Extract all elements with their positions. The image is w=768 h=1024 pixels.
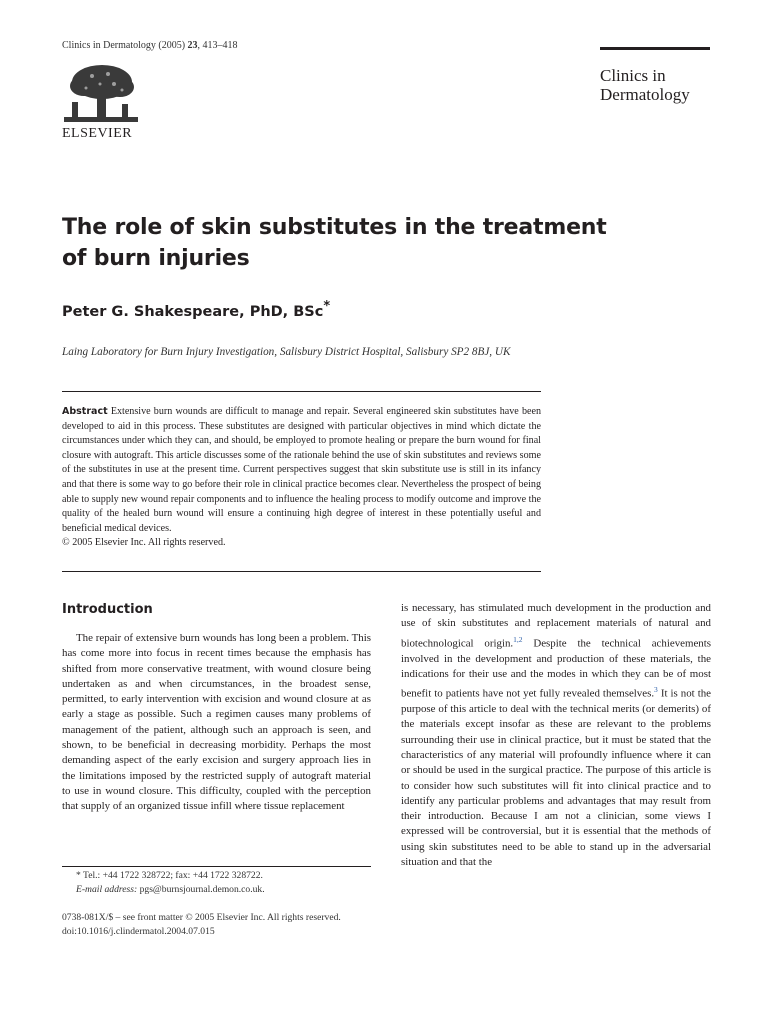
issn-line: 0738-081X/$ – see front matter © 2005 Elsevier Inc. All rights reserved.: [62, 912, 341, 923]
journal-name: [600, 66, 690, 104]
doi-line[interactable]: doi:10.1016/j.clindermatol.2004.07.015: [62, 925, 215, 937]
article-title: The role of skin substitutes in the treatment of burn injuries: [62, 215, 607, 271]
journal-reference: [62, 40, 238, 51]
footnote-rule: [62, 866, 371, 867]
author-line: [62, 299, 330, 320]
footnote-email[interactable]: pgs@burnsjournal.demon.co.uk.: [139, 883, 265, 895]
section-heading-introduction: Introduction: [62, 602, 153, 617]
abstract-label: Abstract: [62, 406, 108, 417]
reference-link-1-2[interactable]: 1,2: [513, 634, 523, 644]
body-right-column: [401, 601, 711, 870]
footnote-tel: * Tel.: +44 1722 328722; fax: +44 1722 328722.: [76, 870, 263, 881]
affiliation: Laing Laboratory for Burn Injury Investigation, Salisbury District Hospital, Salisbury SP2 8BJ, UK: [62, 346, 511, 358]
author-footnote: [62, 869, 382, 896]
journal-ref-pages: , 413–418: [197, 40, 238, 51]
header-rule: [600, 47, 710, 50]
author-footnote-mark[interactable]: *: [323, 299, 331, 314]
author-names: Peter G. Shakespeare, PhD, BSc: [62, 303, 324, 320]
body-left-column: The repair of extensive burn wounds has long been a problem. This has come more into focus in recent times because the emphasis has shifted from more conservative treatment, with wound closure being undertaken as and when circumstances, in the broadest sense, permitted, to early intervention with excision and wound closure at as early a stage as possible. Such a regimen causes many problems of management of the patient, although such an approach is seen, and shown, to be beneficial in decreasing morbidity. Perhaps the most demanding aspect of the early excision and surgery approach lies in the limitations imposed by the restricted supply of autograft material to use in wound closure. This difficulty, coupled with the perception that supply of an organized tissue infill where tissue replacement: [62, 632, 371, 813]
footnote-email-label: E-mail address:: [76, 883, 138, 895]
abstract-text: Extensive burn wounds are difficult to manage and repair. Several engineered skin substitutes have been developed to aid in this process. These substitutes are designed with particular objectives in mind which dictate the circumstances under which they can, and should, be employed to promote healing or prepare the burn wound for final closure with autograft. This article discusses some of the rationale behind the use of skin substitutes and reviews some of the substitutes in use at the present time. Current perspectives suggest that skin substitute use is still in its infancy and that there is some way to go before their role in clinical practice becomes clear. Nevertheless the prospect of being able to supply new wound repair components and to influence the healing process to modify outcome and improve the quality of the healed burn wound will ensure a continuing high degree of interest in these potentially useful and beneficial medical devices.: [62, 406, 541, 534]
journal-ref-volume: 23: [187, 40, 198, 51]
abstract-top-rule: [62, 391, 541, 392]
right-text-3: It is not the purpose of this article to deal with the technical merits (or demerits) of the materials except insofar as these are relevant to the problems surrounding their use in clinical practice, but it must be stated that the characteristics of any material will profoundly influence where it can or should be used in the surgical practice. The purpose of this article is to consider how such substitutes will fit into clinical practice and to identify any particular problems and advantages that may result from their introduction. Because I am not a clinician, some views I expressed will be controversial, but it is essential that the methods of using skin substitutes need to be able to stand up in the adversarial situation and that the: [401, 687, 711, 868]
abstract-copyright: © 2005 Elsevier Inc. All rights reserved.: [62, 537, 226, 549]
journal-name-line2: Dermatology: [600, 85, 690, 104]
front-matter-note: [62, 911, 382, 938]
reference-link-3[interactable]: 3: [654, 685, 658, 695]
abstract: [62, 405, 541, 551]
right-text-1: is necessary, has stimulated much development in the production and use of skin substitutes and replacement materials of natural and biotechnological origin.: [401, 602, 711, 650]
footnote-email-line: [62, 883, 382, 897]
journal-name-line1: Clinics in: [600, 66, 666, 85]
journal-ref-prefix: Clinics in Dermatology (2005): [62, 40, 186, 51]
right-text-2: Despite the technical achievements involved in the development and production of these materials, the indications for their use and the modes in which they can be of most benefit to patients have not yet fully revealed themselves.: [401, 637, 711, 700]
abstract-bottom-rule: [62, 571, 541, 572]
elsevier-tree-logo: [62, 62, 140, 124]
publisher-wordmark: ELSEVIER: [62, 126, 133, 141]
